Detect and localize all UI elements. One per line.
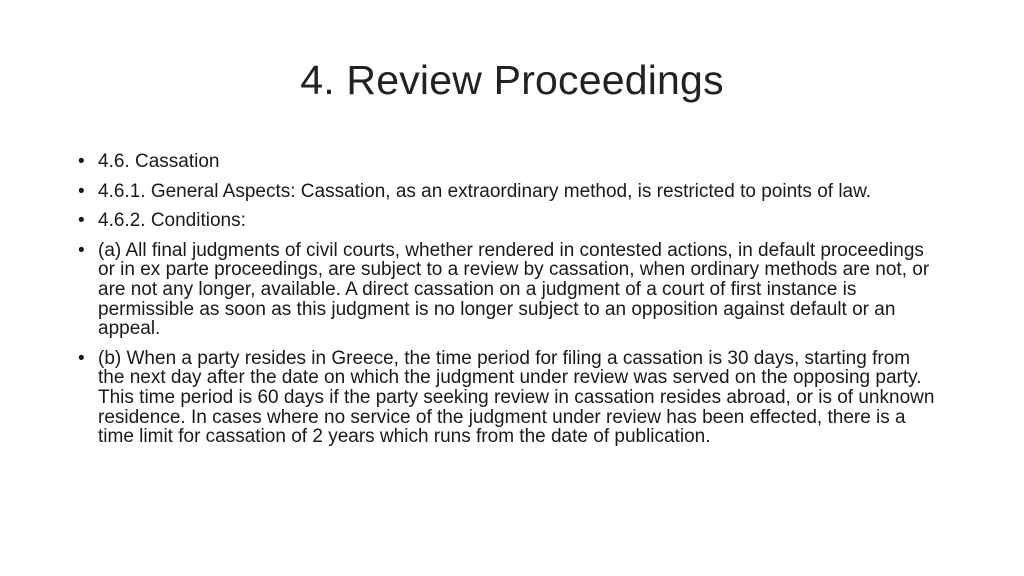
bullet-item-conditions bbox=[76, 211, 938, 231]
bullet-dot-icon: • bbox=[78, 210, 85, 232]
bullet-text: 4.6.1. General Aspects: Cassation, as an extraordinary method, is restricted to points of law. bbox=[98, 180, 872, 202]
bullet-text: (b) When a party resides in Greece, the time period for filing a cassation is 30 days, starting from the next day after the date on which the judgment under review was served on the opposing party. This time period is 60 days if the party seeking review in cassation resides abroad, or is of unknown residence. In cases where no service of the judgment under review has been effected, there is a time limit for cassation of 2 years which runs from the date of publication. bbox=[98, 347, 935, 448]
bullet-list bbox=[76, 152, 938, 457]
bullet-item-general-aspects bbox=[76, 182, 938, 202]
bullet-item-condition-a bbox=[76, 241, 938, 339]
bullet-dot-icon: • bbox=[78, 180, 85, 202]
bullet-text: 4.6.2. Conditions: bbox=[98, 210, 246, 232]
bullet-item-cassation bbox=[76, 152, 938, 172]
bullet-text: 4.6. Cassation bbox=[98, 151, 220, 172]
bullet-item-condition-b bbox=[76, 349, 938, 447]
bullet-dot-icon: • bbox=[78, 347, 85, 369]
bullet-text: (a) All final judgments of civil courts, whether rendered in contested actions, in default proceedings or in ex parte proceedings, are subject to a review by cassation, when ordinary methods are not, or are not any longer, available. A direct cassation on a judgment of a court of first instance is permissible as soon as this judgment is no longer subject to an opposition against default or an appeal. bbox=[98, 239, 930, 340]
bullet-dot-icon: • bbox=[78, 239, 85, 261]
bullet-dot-icon: • bbox=[78, 151, 85, 172]
slide-title: 4. Review Proceedings bbox=[300, 57, 724, 103]
